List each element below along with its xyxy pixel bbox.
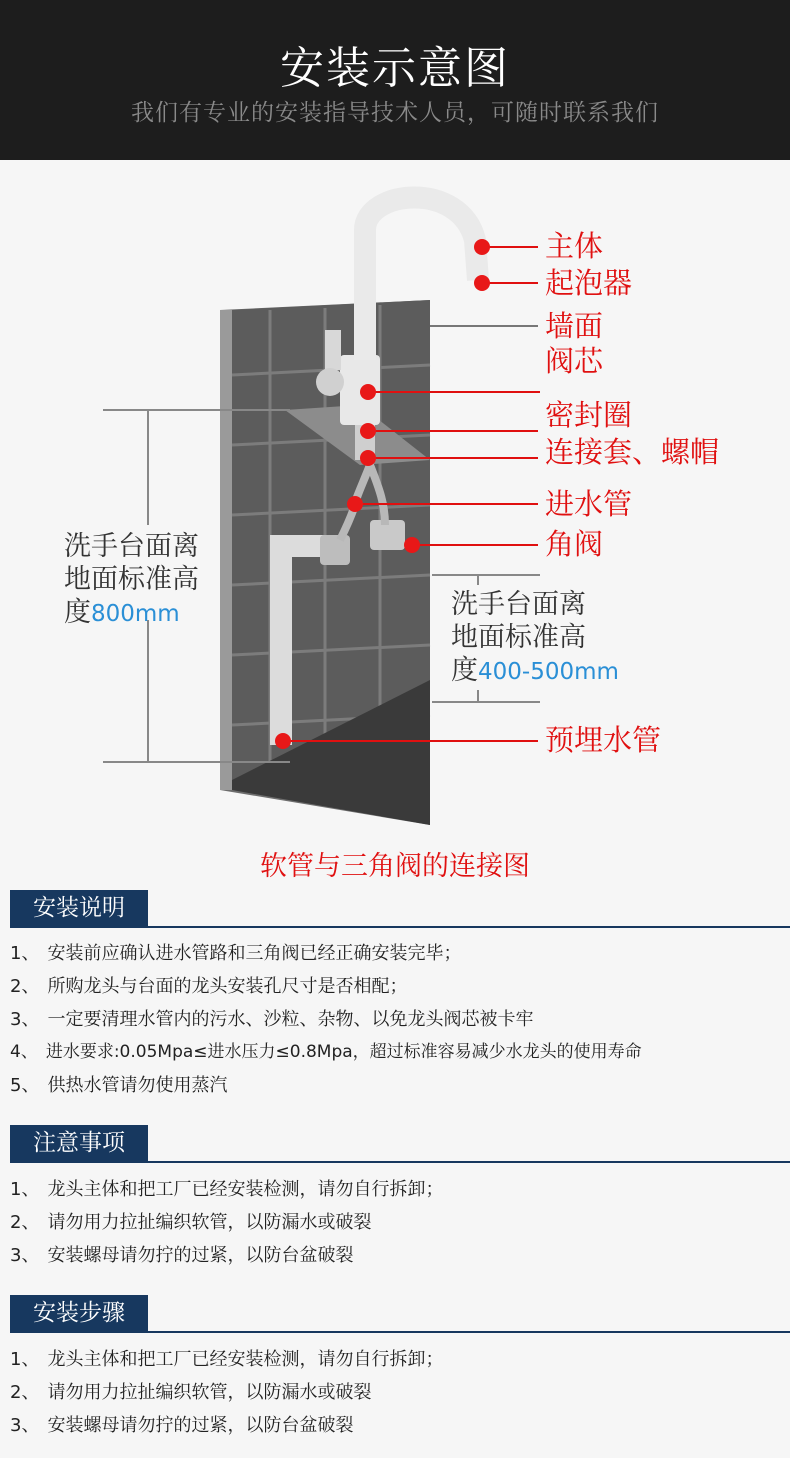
callout-wall: 墙面 xyxy=(545,309,604,343)
page-title: 安装示意图 xyxy=(280,43,510,94)
list-item: 5、 供热水管请勿使用蒸汽 xyxy=(10,1075,228,1096)
callout-connector: 连接套、螺帽 xyxy=(545,435,720,469)
section-rule xyxy=(10,926,790,928)
callout-inlet-pipe: 进水管 xyxy=(545,487,633,521)
callout-valve-core: 阀芯 xyxy=(545,344,604,378)
faucet-illustration xyxy=(0,160,790,890)
measure-left xyxy=(64,530,199,631)
list-item: 1、 龙头主体和把工厂已经安装检测，请勿自行拆卸； xyxy=(10,1179,444,1200)
measure-right-line1: 洗手台面离 xyxy=(451,589,586,620)
installation-diagram xyxy=(0,160,790,890)
callout-aerator: 起泡器 xyxy=(545,266,633,300)
measure-right-value: 400-500mm xyxy=(478,659,619,685)
list-item: 1、 龙头主体和把工厂已经安装检测，请勿自行拆卸； xyxy=(10,1349,444,1370)
section-title-install-steps: 安装步骤 xyxy=(10,1295,148,1331)
list-item: 2、 所购龙头与台面的龙头安装孔尺寸是否相配； xyxy=(10,976,408,997)
callout-body: 主体 xyxy=(545,229,604,263)
list-item: 3、 安装螺母请勿拧的过紧，以防台盆破裂 xyxy=(10,1415,354,1436)
embedded-pipe-shape xyxy=(270,535,292,745)
list-item: 3、 一定要清理水管内的污水、沙粒、杂物、以免龙头阀芯被卡牢 xyxy=(10,1009,534,1030)
diagram-caption: 软管与三角阀的连接图 xyxy=(260,851,530,882)
measure-right-line2: 地面标准高 xyxy=(451,622,586,653)
section-rule xyxy=(10,1331,790,1333)
callout-seal-ring: 密封圈 xyxy=(545,398,633,432)
measure-left-value: 800mm xyxy=(91,601,180,627)
list-item: 4、 进水要求:0.05Mpa≤进水压力≤0.8Mpa，超过标准容易减少水龙头的使用寿命 xyxy=(10,1042,642,1062)
measure-left-line2: 地面标准高 xyxy=(64,564,199,595)
page-subtitle: 我们有专业的安装指导技术人员，可随时联系我们 xyxy=(131,100,659,126)
measure-right xyxy=(451,588,619,689)
section-rule xyxy=(10,1161,790,1163)
left-angle-valve xyxy=(320,535,350,565)
wall-edge xyxy=(220,310,232,790)
measure-right-line3: 度 xyxy=(451,655,478,686)
page-header xyxy=(0,0,790,160)
list-item: 3、 安装螺母请勿拧的过紧，以防台盆破裂 xyxy=(10,1245,354,1266)
callout-angle-valve: 角阀 xyxy=(545,527,604,561)
measure-left-line3: 度 xyxy=(64,597,91,628)
list-item: 2、 请勿用力拉扯编织软管，以防漏水或破裂 xyxy=(10,1212,372,1233)
section-title-install-notes: 安装说明 xyxy=(10,890,148,926)
section-title-precautions: 注意事项 xyxy=(10,1125,148,1161)
measure-left-line1: 洗手台面离 xyxy=(64,531,199,562)
list-item: 2、 请勿用力拉扯编织软管，以防漏水或破裂 xyxy=(10,1382,372,1403)
callout-embedded-pipe: 预埋水管 xyxy=(545,723,662,757)
list-item: 1、 安装前应确认进水管路和三角阀已经正确安装完毕； xyxy=(10,943,462,964)
